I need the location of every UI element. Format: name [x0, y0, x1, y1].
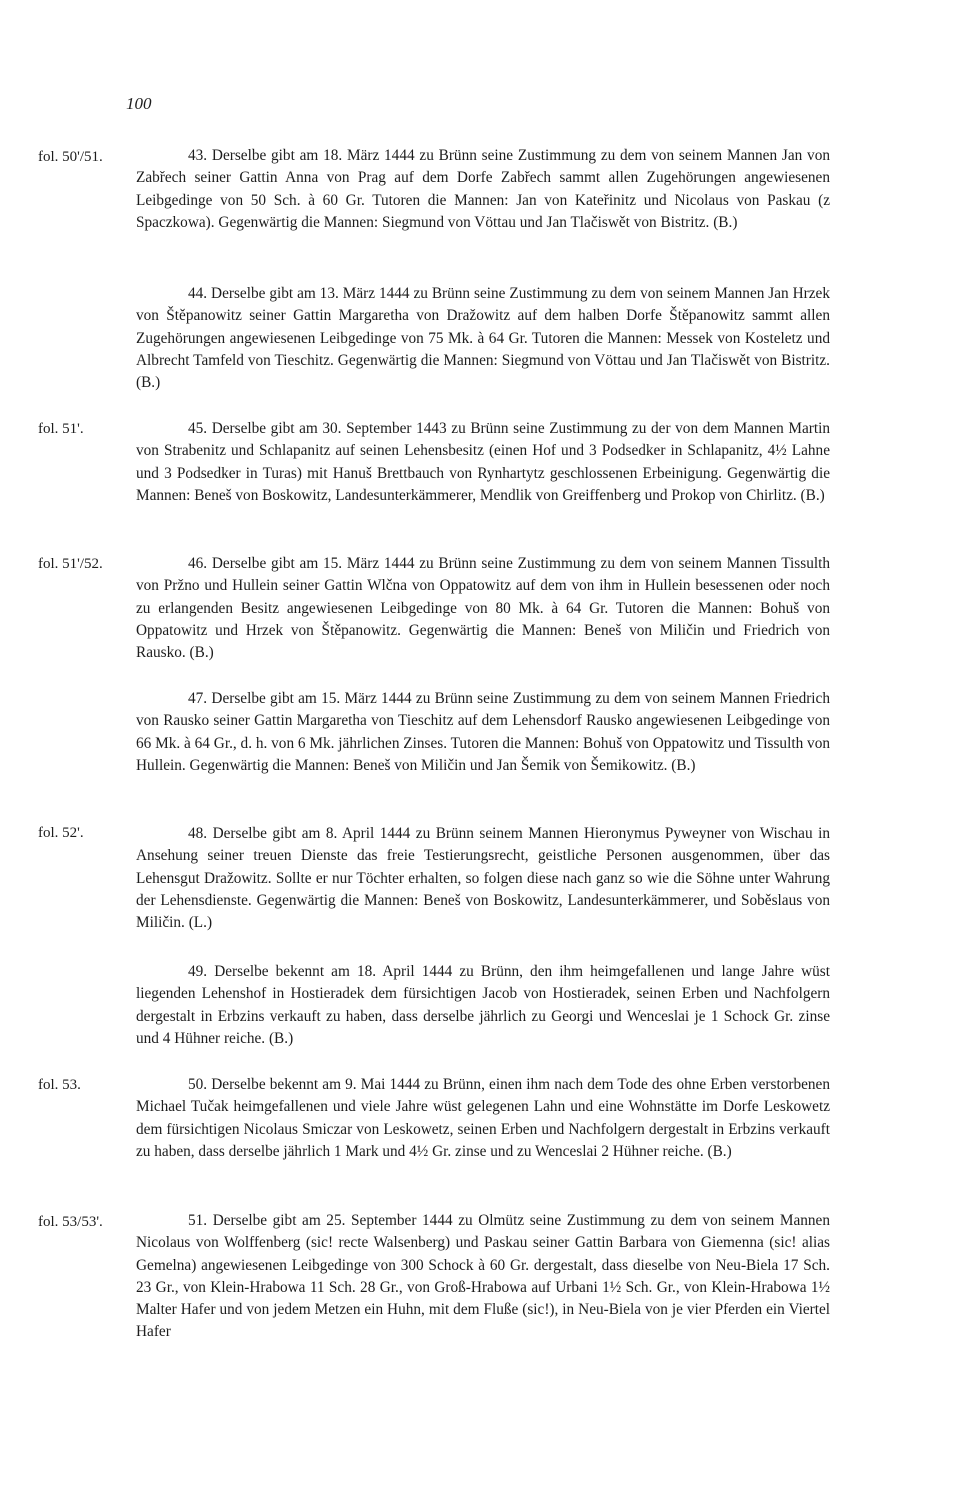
entry-49: [136, 961, 830, 1050]
margin-note-folio: fol. 53.: [38, 1077, 81, 1093]
entry-45: [136, 418, 830, 507]
page-number: 100: [126, 94, 152, 113]
entry-50: [136, 1074, 830, 1163]
entry-46: [136, 553, 830, 664]
entry-47: [136, 688, 830, 777]
entry-text: 43. Derselbe gibt am 18. März 1444 zu Brünn seine Zustimmung zu dem von seinem Mannen Jan von Zabřech seiner Gattin Anna von Prag auf dem Dorfe Zabřech sammt allen Zugehörungen angewiesenen Leibgedinge von 50 Sch. à 60 Gr. Tutoren die Mannen: Jan von Kateřinitz und Nicolaus von Paskau (z Spaczkowa). Gegenwärtig die Mannen: Siegmund von Vöttau und Jan Tlačiswět von Bistritz. (B.): [136, 147, 830, 231]
entry-text: 44. Derselbe gibt am 13. März 1444 zu Brünn seine Zustimmung zu dem von seinem Mannen Jan Hrzek von Štěpanowitz seiner Gattin Margaretha von Dražowitz auf dem halben Dorfe Štěpanowitz sammt allen Zugehörungen angewiesenen Leibgedinge von 75 Mk. à 64 Gr. Tutoren die Mannen: Messek von Kosteletz und Albrecht Tamfeld von Tieschitz. Gegenwärtig die Mannen: Siegmund von Vöttau und Jan Tlačiswět von Bistritz. (B.): [136, 285, 830, 392]
margin-note-folio: fol. 51'/52.: [38, 556, 103, 572]
margin-note-folio: fol. 51'.: [38, 421, 84, 437]
margin-note-folio: fol. 52'.: [38, 825, 84, 841]
margin-note-folio: fol. 53/53'.: [38, 1214, 103, 1230]
entry-text: 51. Derselbe gibt am 25. September 1444 zu Olmütz seine Zustimmung zu dem von seinem Mannen Nicolaus von Wolffenberg (sic! recte Walsenberg) und Paskau seiner Gattin Barbara von Giemenna (sic! alias Gemelna) angewiesenen Leibgedinge von 300 Schock à 60 Gr. dergestalt, dass dieselbe von Neu-Biela 17 Sch. 23 Gr., von Klein-Hrabowa 11 Sch. 28 Gr., von Groß-Hrabowa auf Urbani 1½ Sch. Gr., von Klein-Hrabowa 1½ Malter Hafer und von jedem Metzen ein Huhn, mit dem Fluße (sic!), in Neu-Biela von je vier Pferden ein Viertel Hafer: [136, 1212, 830, 1341]
entry-43: [136, 145, 830, 234]
entry-text: 48. Derselbe gibt am 8. April 1444 zu Brünn seinem Mannen Hieronymus Pyweyner von Wischau in Ansehung seiner treuen Dienste das freie Testierungsrecht, geistliche Personen ausgenommen, über das Lehensgut Dražowitz. Sollte er nur Töchter erhalten, so folgen diese nach ganz so wie die Söhne unter Wahrung der Lehensdienste. Gegenwärtig die Mannen: Beneš von Boskowitz, Landesunterkämmerer, und Soběslaus von Miličin. (L.): [136, 825, 830, 932]
entry-text: 47. Derselbe gibt am 15. März 1444 zu Brünn seine Zustimmung zu dem von seinem Mannen Friedrich von Rausko seiner Gattin Margaretha von Tieschitz auf dem Lehensdorf Rausko angewiesenen Leibgedinge von 66 Mk. à 64 Gr., d. h. von 6 Mk. jährlichen Zinses. Tutoren die Mannen: Bohuš von Oppatowitz und Tissulth von Hullein. Gegenwärtig die Mannen: Beneš von Miličin und Jan Šemik von Šemikowitz. (B.): [136, 690, 830, 774]
entry-44: [136, 283, 830, 394]
entry-text: 49. Derselbe bekennt am 18. April 1444 zu Brünn, den ihm heimgefallenen und lange Jahre wüst liegenden Lehenshof in Hostieradek dem fürsichtigen Jacob von Hostieradek, seinen Erben und Nachfolgern dergestalt in Erbzins verkauft zu haben, dass derselbe jährlich zu Georgi und Wenceslai je 1 Schock Gr. zinse und 4 Hühner reiche. (B.): [136, 963, 830, 1047]
entry-text: 46. Derselbe gibt am 15. März 1444 zu Brünn seine Zustimmung zu dem von seinem Mannen Tissulth von Pržno und Hullein seiner Gattin Wlčna von Oppatowitz auf dem von ihm in Hullein besessenen oder noch zu erlangenden Besitz angewiesenen Leibgedinge von 80 Mk. à 64 Gr. Tutoren die Mannen: Bohuš von Oppatowitz und Hrzek von Štěpanowitz. Gegenwärtig die Mannen: Beneš von Miličin und Friedrich von Rausko. (B.): [136, 555, 830, 662]
margin-note-folio: fol. 50'/51.: [38, 149, 103, 165]
entry-48: [136, 823, 830, 934]
entry-text: 45. Derselbe gibt am 30. September 1443 zu Brünn seine Zustimmung zu der von dem Mannen Martin von Strabenitz und Schlapanitz auf seinen Lehensbesitz (einen Hof und 3 Podsedker in Schlapanitz, 4½ Lahne und 3 Podsedker in Turas) mit Hanuš Brettbauch von Rynhartytz geschlossenen Erbeinigung. Gegenwärtig die Mannen: Beneš von Boskowitz, Landesunterkämmerer, Mendlik von Greiffenberg und Prokop von Chirlitz. (B.): [136, 420, 830, 504]
entry-text: 50. Derselbe bekennt am 9. Mai 1444 zu Brünn, einen ihm nach dem Tode des ohne Erben verstorbenen Michael Tučak heimgefallenen und viele Jahre wüst gelegenen Lahn und eine Wohnstätte im Dorfe Leskowetz dem fürsichtigen Nicolaus Smiczar von Leskowetz, seinen Erben und Nachfolgern dergestalt in Erbzins verkauft zu haben, dass derselbe jährlich 1 Mark und 4½ Gr. zinse und zu Wenceslai 2 Hühner reiche. (B.): [136, 1076, 830, 1160]
entry-51: [136, 1210, 830, 1344]
